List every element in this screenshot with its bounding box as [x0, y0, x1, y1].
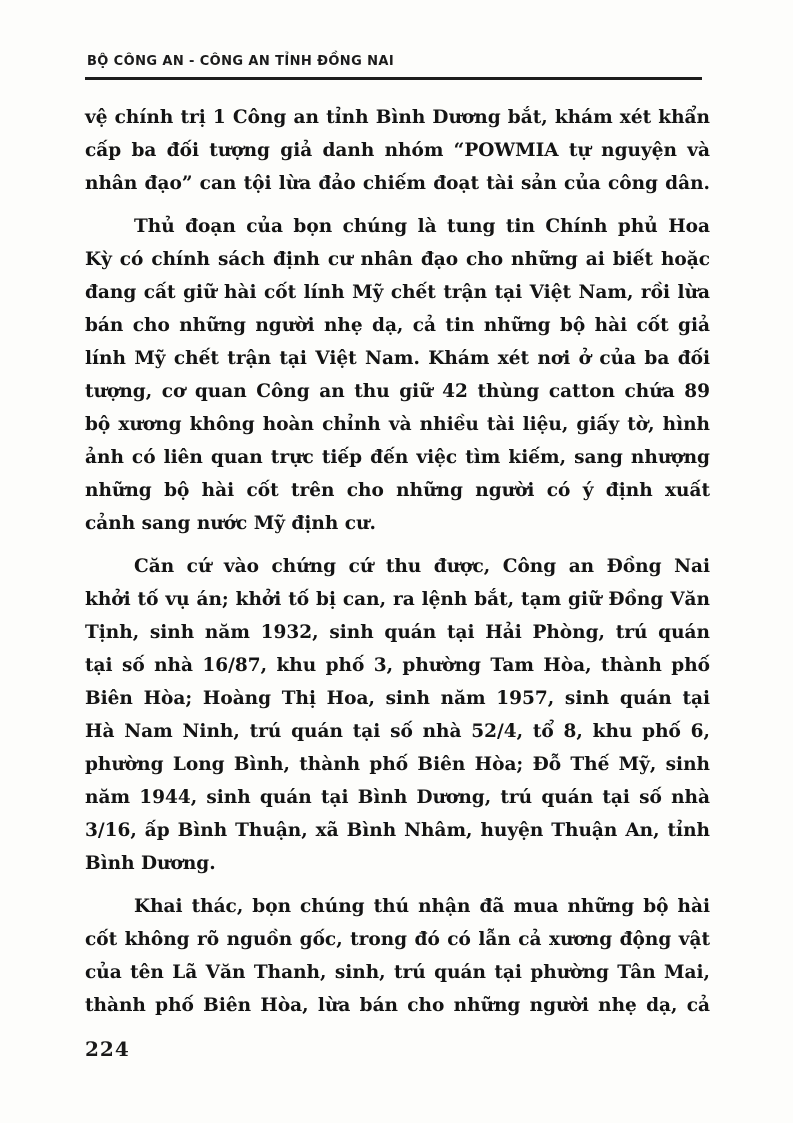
- text-line: năm 1944, sinh quán tại Bình Dương, trú quán tại số nhà: [85, 786, 710, 808]
- text-line: những bộ hài cốt trên cho những người có ý định xuất: [85, 479, 710, 501]
- text-line: tại số nhà 16/87, khu phố 3, phường Tam Hòa, thành phố: [85, 654, 710, 676]
- text-line: đang cất giữ hài cốt lính Mỹ chết trận tại Việt Nam, rồi lừa: [85, 281, 710, 303]
- text-line: phường Long Bình, thành phố Biên Hòa; Đỗ Thế Mỹ, sinh: [85, 753, 710, 775]
- paragraph: [85, 550, 710, 880]
- paragraph: [85, 890, 710, 1022]
- text-line: Khai thác, bọn chúng thú nhận đã mua những bộ hài: [134, 895, 710, 917]
- text-line: bán cho những người nhẹ dạ, cả tin những bộ hài cốt giả: [85, 314, 710, 336]
- text-line: 3/16, ấp Bình Thuận, xã Bình Nhâm, huyện Thuận An, tỉnh: [85, 819, 710, 841]
- text-line: bộ xương không hoàn chỉnh và nhiều tài liệu, giấy tờ, hình: [85, 413, 710, 435]
- text-line: Kỳ có chính sách định cư nhân đạo cho những ai biết hoặc: [85, 248, 710, 270]
- running-header: BỘ CÔNG AN - CÔNG AN TỈNH ĐỒNG NAI: [87, 54, 395, 69]
- text-line: tượng, cơ quan Công an thu giữ 42 thùng catton chứa 89: [85, 380, 710, 402]
- body-text: [85, 101, 710, 1022]
- text-line: cấp ba đối tượng giả danh nhóm “POWMIA tự nguyện và: [85, 139, 710, 161]
- text-line: Hà Nam Ninh, trú quán tại số nhà 52/4, tổ 8, khu phố 6,: [85, 720, 710, 742]
- header-rule: [85, 77, 702, 80]
- text-line: Tịnh, sinh năm 1932, sinh quán tại Hải Phòng, trú quán: [85, 621, 710, 643]
- text-line: nhân đạo” can tội lừa đảo chiếm đoạt tài sản của công dân.: [85, 172, 710, 194]
- text-line: ảnh có liên quan trực tiếp đến việc tìm kiếm, sang nhượng: [85, 446, 710, 468]
- text-line: cốt không rõ nguồn gốc, trong đó có lẫn cả xương động vật: [85, 928, 710, 950]
- page-number: 224: [85, 1036, 130, 1061]
- text-line: của tên Lã Văn Thanh, sinh, trú quán tại phường Tân Mai,: [85, 961, 710, 983]
- text-line: cảnh sang nước Mỹ định cư.: [85, 512, 376, 534]
- paragraph: [85, 210, 710, 540]
- text-line: lính Mỹ chết trận tại Việt Nam. Khám xét nơi ở của ba đối: [85, 347, 710, 369]
- text-line: khởi tố vụ án; khởi tố bị can, ra lệnh bắt, tạm giữ Đồng Văn: [85, 588, 710, 610]
- text-line: vệ chính trị 1 Công an tỉnh Bình Dương bắt, khám xét khẩn: [85, 106, 710, 128]
- text-line: Căn cứ vào chứng cứ thu được, Công an Đồng Nai: [134, 555, 710, 577]
- text-line: Biên Hòa; Hoàng Thị Hoa, sinh năm 1957, sinh quán tại: [85, 687, 710, 709]
- text-line: thành phố Biên Hòa, lừa bán cho những người nhẹ dạ, cả: [85, 994, 710, 1016]
- paragraph: [85, 101, 710, 200]
- text-line: Thủ đoạn của bọn chúng là tung tin Chính phủ Hoa: [134, 215, 710, 237]
- text-line: Bình Dương.: [85, 852, 216, 874]
